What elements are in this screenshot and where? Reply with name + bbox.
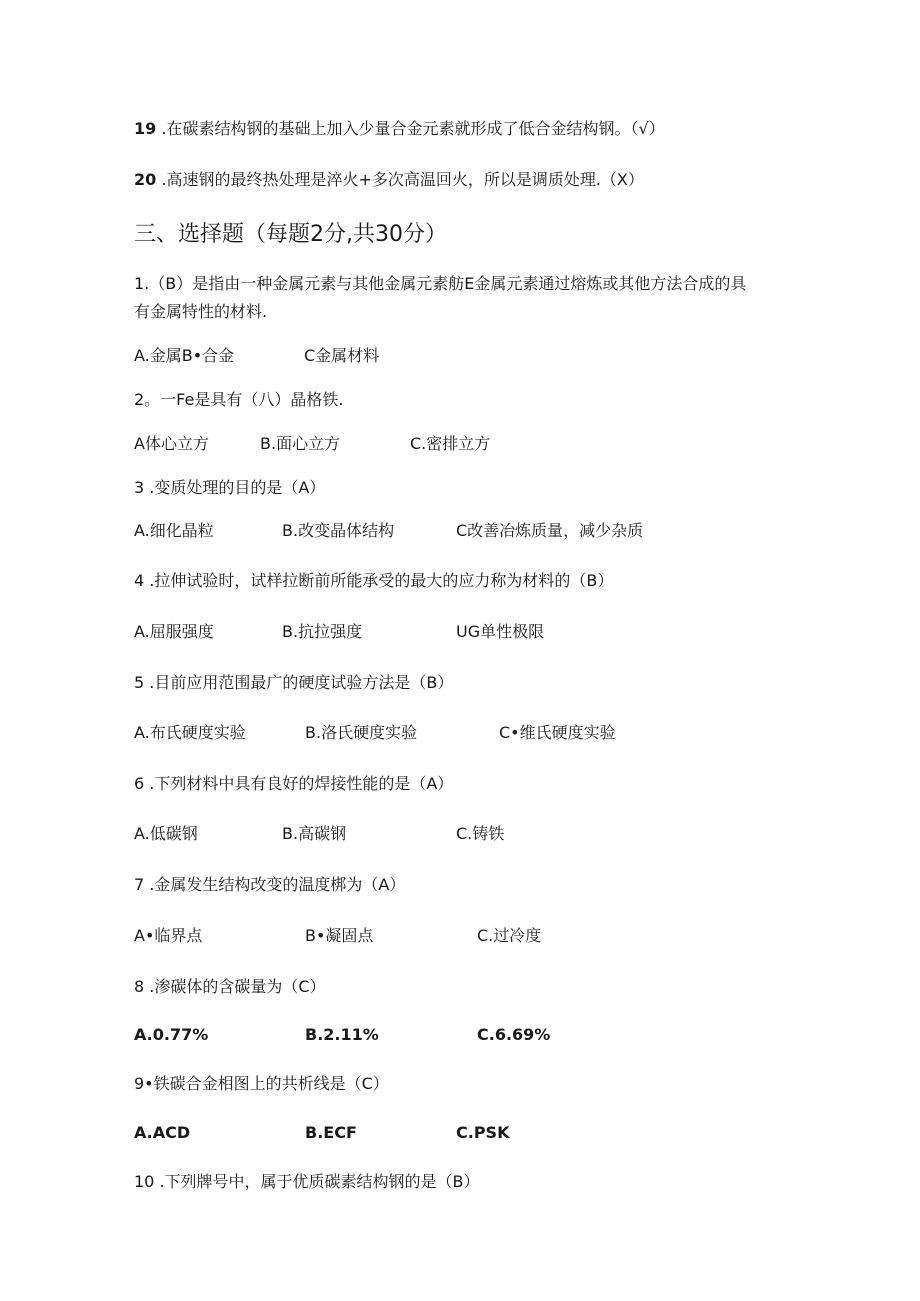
option-c: C.密排立方 — [410, 434, 491, 453]
item-number: 20 — [134, 170, 157, 189]
option-c: UG单性极限 — [456, 622, 545, 641]
option-b: B.高碳钢 — [282, 824, 347, 843]
option-a: A.金属B•合金 — [134, 346, 235, 365]
question-8: 8 .渗碳体的含碳量为（C） — [134, 977, 326, 996]
item-text: .高速钢的最终热处理是淬火+多次高温回火，所以是调质处理.（X） — [156, 170, 644, 189]
question-7: 7 .金属发生结构改变的温度梆为（A） — [134, 875, 406, 894]
option-b: B.2.11% — [305, 1025, 379, 1044]
option-a: A.布氏硬度实验 — [134, 723, 246, 742]
option-c: C.PSK — [456, 1123, 510, 1142]
option-c: C.铸铁 — [456, 824, 505, 843]
question-5-options — [134, 721, 834, 745]
judgment-item-20 — [134, 168, 644, 192]
question-9-options — [134, 1121, 834, 1145]
question-1-options — [134, 344, 834, 368]
option-b: B•凝固点 — [305, 926, 374, 945]
option-b: B.抗拉强度 — [282, 622, 363, 641]
question-4-options — [134, 620, 834, 644]
question-2-options — [134, 432, 834, 456]
question-2: 2。一Fe是具有（八）晶格铁. — [134, 390, 344, 409]
option-a: A.屈服强度 — [134, 622, 214, 641]
question-9: 9•铁碳合金相图上的共析线是（C） — [134, 1074, 389, 1093]
option-c: C.6.69% — [477, 1025, 551, 1044]
question-6: 6 .下列材料中具有良好的焊接性能的是（A） — [134, 774, 454, 793]
option-a: A.0.77% — [134, 1025, 209, 1044]
option-b: B.面心立方 — [260, 434, 341, 453]
option-c: C.过冷度 — [477, 926, 542, 945]
option-a: A体心立方 — [134, 434, 209, 453]
judgment-item-19 — [134, 117, 665, 141]
option-c: C改善冶炼质量，减少杂质 — [456, 521, 644, 540]
question-7-options — [134, 924, 834, 948]
question-1-line-2: 有金属特性的材料. — [134, 302, 268, 321]
option-c: C金属材料 — [304, 346, 380, 365]
option-b: B.洛氏硬度实验 — [305, 723, 418, 742]
option-c: C•维氏硬度实验 — [499, 723, 616, 742]
option-b: B.改变晶体结构 — [282, 521, 395, 540]
question-8-options — [134, 1023, 834, 1047]
question-10: 10 .下列牌号中，属于优质碳素结构钢的是（B） — [134, 1172, 480, 1191]
option-a: A.低碳钢 — [134, 824, 198, 843]
question-6-options — [134, 822, 834, 846]
question-1-line-1: 1.（B）是指由一种金属元素与其他金属元素舫E金属元素通过熔炼或其他方法合成的具 — [134, 274, 747, 293]
option-b: B.ECF — [305, 1123, 357, 1142]
item-text: .在碳素结构钢的基础上加入少量合金元素就形成了低合金结构钢。（√） — [156, 119, 665, 138]
question-3-options — [134, 519, 834, 543]
question-5: 5 .目前应用范围最广的硬度试验方法是（B） — [134, 673, 454, 692]
item-number: 19 — [134, 119, 157, 138]
option-a: A•临界点 — [134, 926, 203, 945]
question-3: 3 .变质处理的目的是（A） — [134, 478, 326, 497]
option-a: A.ACD — [134, 1123, 191, 1142]
section-title: 三、选择题（每题2分,共30分） — [134, 222, 447, 247]
option-a: A.细化晶粒 — [134, 521, 214, 540]
question-4: 4 .拉伸试验时，试样拉断前所能承受的最大的应力称为材料的（B） — [134, 571, 614, 590]
